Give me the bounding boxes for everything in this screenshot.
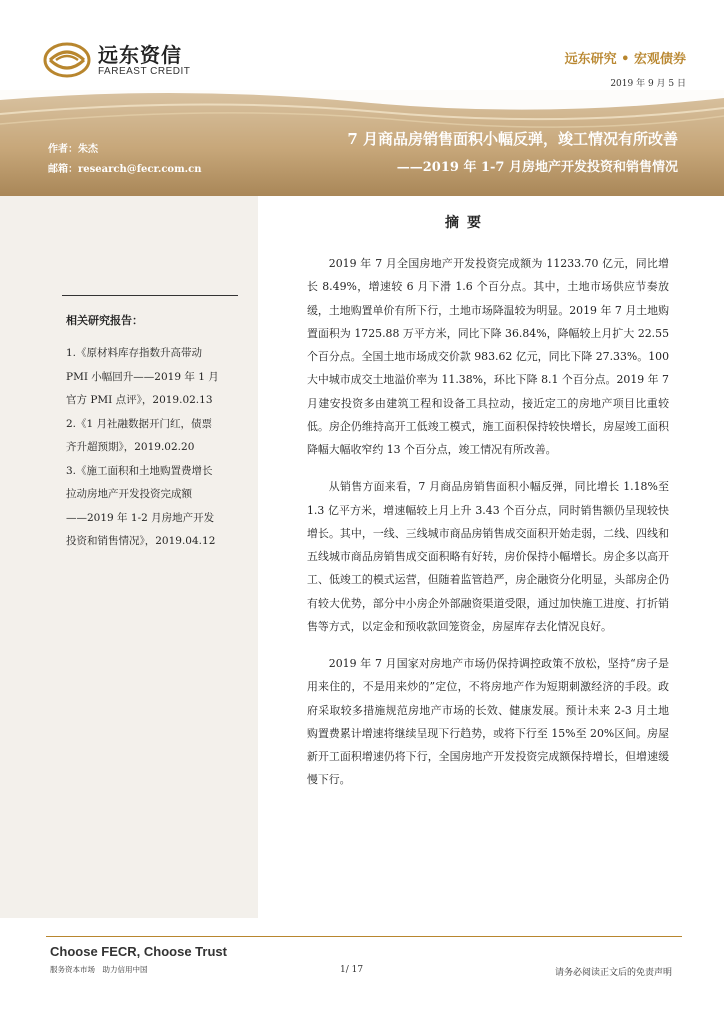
related-report-line: PMI 小幅回升——2019 年 1 月 [66, 370, 219, 383]
abstract-heading: 摘要 [445, 215, 489, 231]
report-series: 远东研究 • 宏观债券 [564, 52, 686, 67]
disclaimer-note: 请务必阅读正文后的免责声明 [554, 968, 672, 978]
brand-name-cn: 远东资信 [98, 42, 182, 67]
footer-divider [46, 936, 682, 937]
fareast-logo-icon [42, 40, 92, 80]
related-report-line: 投资和销售情况》，2019.04.12 [66, 535, 216, 547]
related-report-line: 3.《施工面积和土地购置费增长 [66, 464, 213, 477]
related-report-line: 拉动房地产开发投资完成额 [66, 488, 192, 500]
author: 作者：朱杰 [48, 144, 98, 155]
abstract-paragraph: 2019 年 7 月全国房地产开发投资完成额为 11233.70 亿元，同比增长 8.49%，增速较 6 月下滑 1.6 个百分点。其中，土地市场供应节奏放缓，土地购置单价有所下行，土地市场降温较为明显。2019 年 7 月土地购置面积为 1725.88 万平方米，同比下降 36.84%，降幅较上月扩大 22.55 个百分点。全国土地市场成交价款 983.62 亿元，同比下降 27.33%。100 大中城市成交土地溢价率为 11.38%，环比下降 8.1 个百分点。2019 年 7 月建安投资多由建筑工程和设备工具拉动，接近定工的房地产项目比重较低。房企仍维持高开工低竣工模式，施工面积保持较快增长，房屋竣工面积降幅大幅收窄约 13 个百分点，竣工情况有所改善。 [307, 257, 669, 456]
footer-slogan-cn: 服务资本市场 助力信用中国 [50, 965, 148, 974]
report-title: 7 月商品房销售面积小幅反弹，竣工情况有所改善 [347, 130, 678, 148]
company-logo [42, 40, 190, 80]
report-date: 2019 年 9 月 5 日 [610, 79, 686, 89]
related-report-line: 齐升超预期》，2019.02.20 [66, 441, 195, 453]
sidebar-divider [62, 295, 238, 296]
related-report-line: 官方 PMI 点评》，2019.02.13 [66, 394, 213, 406]
related-reports-list [66, 342, 242, 554]
abstract-paragraph: 2019 年 7 月国家对房地产市场仍保持调控政策不放松，坚持“房子是用来住的，不是用来炒的”定位，不将房地产作为短期刺激经济的手段。政府采取较多措施规范房地产市场的长效、健康发展。预计未来 2-3 月土地购置费累计增速将继续呈现下行趋势，或将下行至 15%至 20%区间。房屋新开工面积增速仍将下行，全国房地产开发投资完成额保持增长，但增速缓慢下行。 [307, 657, 669, 787]
related-report-line: ——2019 年 1-2 月房地产开发 [66, 511, 215, 524]
abstract-body [307, 252, 669, 806]
related-report-line: 1.《原材料库存指数升高带动 [66, 347, 203, 359]
footer-slogan: Choose FECR, Choose Trust [50, 944, 227, 959]
sidebar [0, 196, 258, 918]
related-report-line: 2.《1 月社融数据开门红，债票 [66, 417, 213, 430]
brand-name-en: FAREAST CREDIT [98, 65, 191, 77]
report-subtitle: ——2019 年 1-7 月房地产开发投资和销售情况 [396, 160, 678, 175]
page-number: 1/ 17 [340, 965, 364, 975]
abstract-paragraph: 从销售方面来看，7 月商品房销售面积小幅反弹，同比增长 1.18%至 1.3 亿平方米，增速幅较上月上升 3.43 个百分点，同时销售额仍呈现较快增长。其中，一线、三线城市商品房销售成交面积开始走弱，二线、四线和五线城市商品房销售成交面积略有好转，房价保持小幅增长。房企多以高开工、低竣工的模式运营，但随着监管趋严，房企融资分化明显，头部房企仍有较大优势，部分中小房企外部融资渠道受限，通过加快施工进度、打折销售等方式，以定金和预收款回笼资金，房屋库存去化情况良好。 [307, 480, 669, 633]
author-email: 邮箱：research@fecr.com.cn [48, 164, 202, 175]
related-reports-heading: 相关研究报告： [66, 314, 143, 327]
